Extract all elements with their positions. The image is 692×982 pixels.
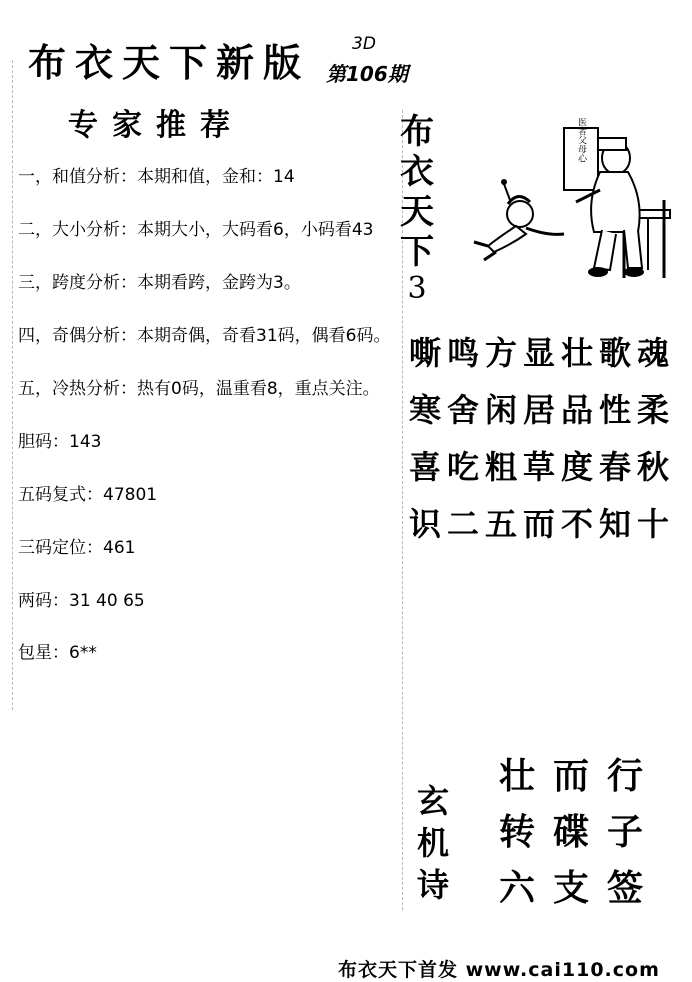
xuanji-char: 而 (552, 755, 589, 797)
side-title (398, 112, 436, 306)
poem-char: 不 (560, 505, 593, 543)
xuanji-char: 碟 (552, 811, 589, 853)
poem-char: 居 (522, 391, 555, 429)
issue-number: 第106期 (326, 62, 408, 86)
xuanji-grid (490, 748, 652, 916)
analysis-line: 一，和值分析：本期和值，金和：14 (18, 167, 295, 187)
xuanji-char: 支 (552, 867, 589, 909)
poem-char: 寒 (408, 391, 441, 429)
xuanji-char: 壮 (498, 755, 535, 797)
xuanji-char: 行 (606, 755, 643, 797)
poem-char: 粗 (484, 448, 517, 486)
poem-char: 方 (484, 334, 517, 372)
poem-char: 性 (598, 391, 631, 429)
xuanji-label-char: 诗 (416, 866, 449, 904)
poem-char: 品 (560, 391, 593, 429)
poem-char: 鸣 (446, 334, 479, 372)
analysis-line: 五，冷热分析：热有0码，温重看8，重点关注。 (18, 379, 380, 399)
poem-row (406, 442, 672, 499)
xuanji-label-char: 机 (416, 824, 449, 862)
lottery-type: 3D (352, 34, 376, 54)
poem-char: 魂 (636, 334, 669, 372)
poem-char: 草 (522, 448, 555, 486)
poem-row (406, 385, 672, 442)
xuanji-row (490, 860, 652, 916)
poem-char: 度 (560, 448, 593, 486)
poem-char: 壮 (560, 334, 593, 372)
xuanji-char: 转 (498, 811, 535, 853)
analysis-line: 三，跨度分析：本期看跨，金跨为3。 (18, 273, 301, 293)
poem-char: 十 (636, 505, 669, 543)
poem-char: 春 (598, 448, 631, 486)
side-title-char: 天 (400, 192, 434, 232)
poem-char: 柔 (636, 391, 669, 429)
side-title-char: 下 (400, 232, 434, 272)
analysis-line: 四，奇偶分析：本期奇偶，奇看31码，偶看6码。 (18, 326, 391, 346)
analysis-line: 三码定位：461 (18, 538, 136, 558)
sign-text: 医者父母心 (576, 117, 586, 163)
analysis-line: 二，大小分析：本期大小，大码看6，小码看43 (18, 220, 374, 240)
analysis-line: 两码：31 40 65 (18, 591, 145, 611)
poem-char: 识 (408, 505, 441, 543)
xuanji-row (490, 804, 652, 860)
section-title: 专家推荐 (68, 108, 244, 143)
poem-row (406, 328, 672, 385)
poem-char: 喜 (408, 448, 441, 486)
page-title: 布衣天下新版 (28, 40, 311, 85)
xuanji-char: 六 (498, 867, 535, 909)
xuanji-label (414, 780, 452, 906)
poem-char: 闲 (484, 391, 517, 429)
analysis-line: 包星：6** (18, 643, 97, 663)
poem-char: 嘶 (408, 334, 441, 372)
xuanji-label-char: 玄 (416, 782, 449, 820)
xuanji-row (490, 748, 652, 804)
poem-grid (406, 328, 672, 556)
analysis-line: 胆码：143 (18, 432, 102, 452)
poem-char: 舍 (446, 391, 479, 429)
cartoon-illustration (468, 110, 678, 289)
side-title-char: 衣 (400, 152, 434, 192)
poem-row (406, 499, 672, 556)
xuanji-char: 签 (606, 867, 643, 909)
side-title-char: 布 (400, 112, 434, 152)
poem-char: 显 (522, 334, 555, 372)
xuanji-char: 子 (606, 811, 643, 853)
left-border-line (12, 60, 13, 710)
poem-char: 五 (484, 505, 517, 543)
poem-char: 吃 (446, 448, 479, 486)
poem-char: 知 (598, 505, 631, 543)
poem-char: 二 (446, 505, 479, 543)
poem-char: 歌 (598, 334, 631, 372)
doctor-patient-cartoon (468, 110, 678, 285)
analysis-line: 五码复式：47801 (18, 485, 158, 505)
poem-char: 而 (522, 505, 555, 543)
side-title-char: 3 (407, 271, 427, 306)
poem-char: 秋 (636, 448, 669, 486)
footer-source: 布衣天下首发 www.cai110.com (338, 959, 660, 981)
